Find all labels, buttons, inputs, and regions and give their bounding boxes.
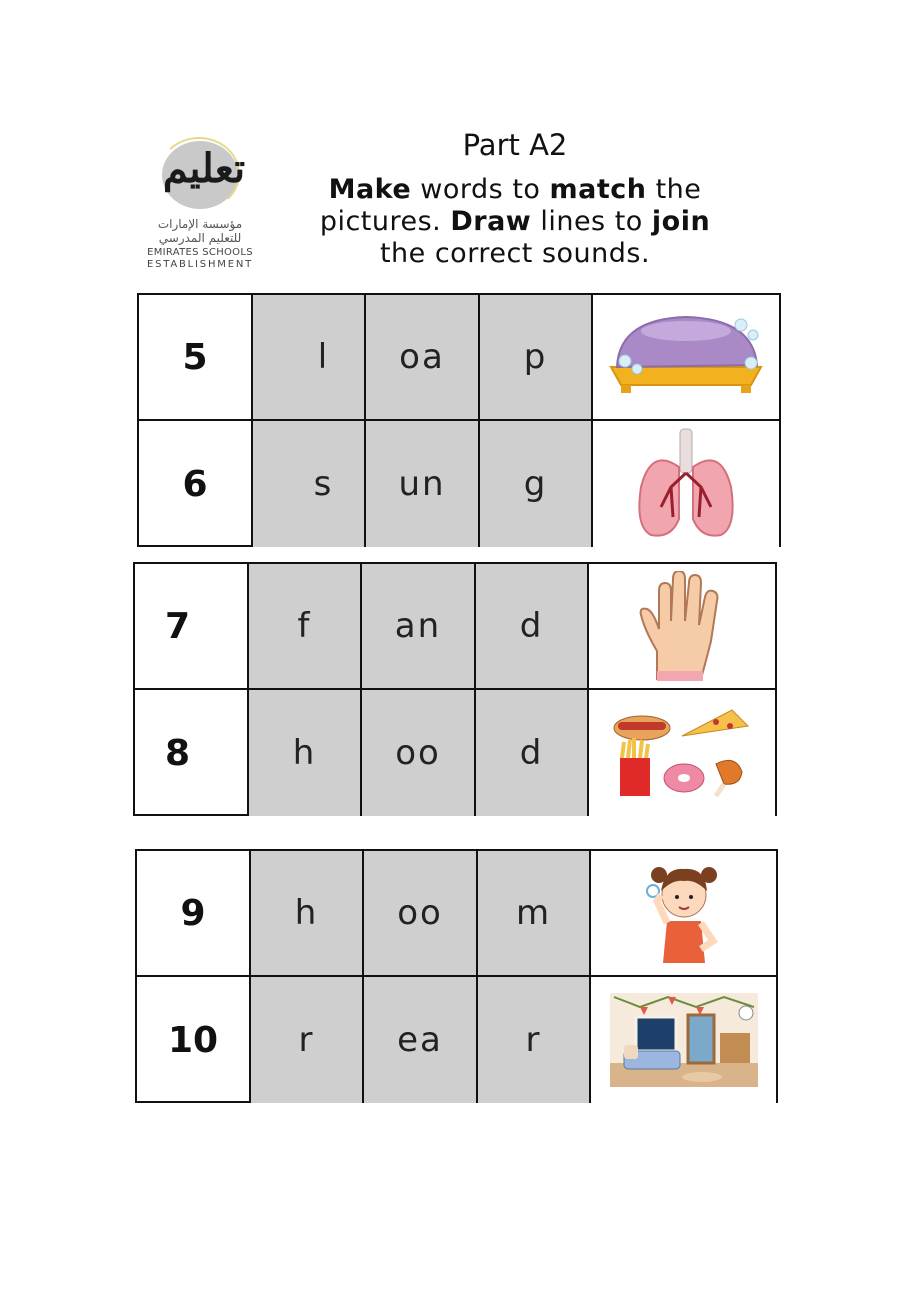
girl-picture — [639, 861, 729, 966]
sound-cell[interactable]: h — [249, 690, 362, 816]
sound-cell[interactable]: d — [476, 564, 589, 690]
food-picture — [612, 706, 752, 801]
sound-cell[interactable]: un — [366, 421, 480, 547]
sound-cell[interactable]: h — [251, 851, 364, 977]
sound-cell[interactable]: oo — [364, 851, 478, 977]
girl-hearing-icon — [591, 851, 776, 977]
sound-cell[interactable]: r — [478, 977, 591, 1103]
item-number: 8 — [135, 690, 249, 816]
item-number: 7 — [135, 564, 249, 690]
sound-cell[interactable]: an — [362, 564, 476, 690]
sound-cell[interactable]: p — [480, 295, 593, 421]
instruction-text: lines to — [531, 206, 652, 237]
hand-icon — [589, 564, 775, 690]
sound-cell[interactable]: l — [253, 295, 366, 421]
logo-arabic-line1: مؤسسة الإمارات — [157, 217, 243, 231]
logo-english-line1: EMIRATES SCHOOLS — [147, 247, 253, 258]
sound-cell[interactable]: oo — [362, 690, 476, 816]
logo-arabic-mark: تعليم — [162, 145, 246, 192]
instructions — [300, 174, 730, 270]
hand-picture — [637, 571, 727, 681]
sound-cell[interactable]: d — [476, 690, 589, 816]
sound-cell[interactable]: g — [480, 421, 593, 547]
item-number: 6 — [139, 421, 253, 547]
logo-english-line2: ESTABLISHMENT — [146, 259, 254, 270]
instruction-keyword: match — [549, 174, 647, 205]
instruction-text: words to — [411, 174, 550, 205]
sound-cell[interactable]: s — [253, 421, 366, 547]
instruction-keyword: Make — [328, 174, 412, 205]
sound-cell[interactable]: f — [249, 564, 362, 690]
lungs-picture — [631, 427, 741, 542]
sound-cell[interactable]: m — [478, 851, 591, 977]
sound-table-3 — [135, 849, 778, 1103]
sound-cell[interactable]: ea — [364, 977, 478, 1103]
item-number: 10 — [137, 977, 251, 1103]
item-number: 5 — [139, 295, 253, 421]
sound-cell[interactable]: r — [251, 977, 364, 1103]
instruction-text: the correct sounds. — [379, 238, 651, 269]
bedroom-picture — [610, 993, 758, 1087]
instruction-keyword: Draw — [450, 206, 532, 237]
instruction-keyword: join — [651, 206, 711, 237]
lungs-icon — [593, 421, 779, 547]
logo-arabic-line2: للتعليم المدرسي — [158, 231, 242, 245]
sound-table-2 — [133, 562, 777, 816]
page-title: Part A2 — [462, 128, 568, 162]
school-logo — [140, 135, 265, 270]
bedroom-icon — [591, 977, 776, 1103]
sound-table-1 — [137, 293, 781, 547]
instruction-text: the pictures. — [319, 174, 702, 237]
item-number: 9 — [137, 851, 251, 977]
sound-cell[interactable]: oa — [366, 295, 480, 421]
soap-icon — [593, 295, 779, 421]
soap-picture — [601, 307, 771, 407]
food-icon — [589, 690, 775, 816]
